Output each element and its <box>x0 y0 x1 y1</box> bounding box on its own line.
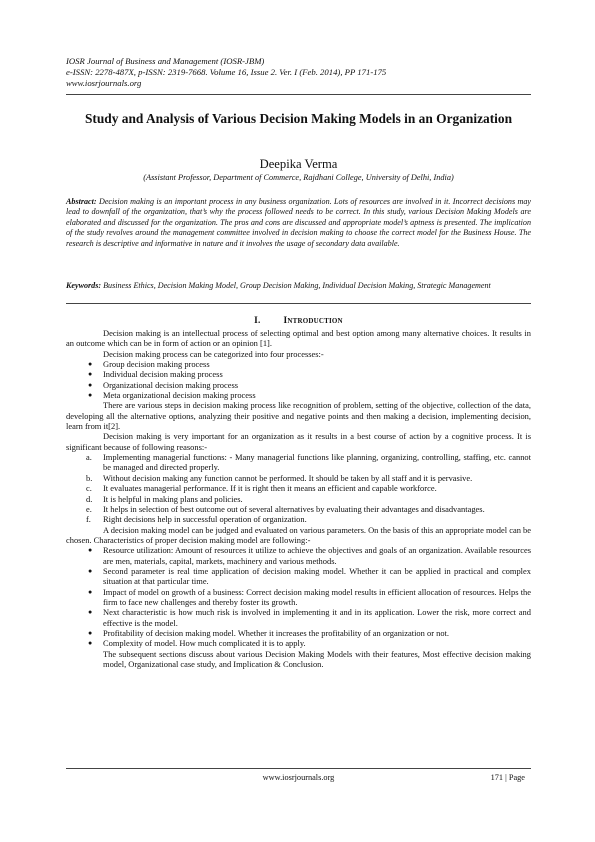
abstract-label: Abstract: <box>66 197 97 206</box>
journal-url: www.iosrjournals.org <box>66 78 142 89</box>
paragraph-2: Decision making process can be categorized into four processes:- <box>103 348 324 359</box>
bullet-icon: ● <box>88 380 93 389</box>
bullet-icon: ● <box>88 639 93 648</box>
bullet-icon: ● <box>88 360 93 369</box>
abstract <box>66 197 531 249</box>
paper-title: Study and Analysis of Various Decision Making Models in an Organization <box>84 111 513 126</box>
bullet-icon: ● <box>88 628 93 637</box>
section-heading <box>66 316 531 326</box>
characteristics-list <box>66 545 531 648</box>
list-item: e. It helps in selection of best outcome out of several alternatives by evaluating their advantages and disadvantages. <box>86 503 485 514</box>
header-rule <box>66 94 531 95</box>
list-item: f. Right decisions help in successful operation of organization. <box>86 514 307 525</box>
paragraph-5: A decision making model can be judged and evaluated on various parameters. On the basis of this an appropriate model can be chosen. Characteristics of proper decision making model are following:- <box>66 524 531 545</box>
keywords-label: Keywords: <box>66 281 102 290</box>
list-item: ● Meta organizational decision making process <box>88 390 256 401</box>
paragraph-1: Decision making is an intellectual process of selecting optimal and best option among many alternative choices. It results in an outcome which can be in form of action or an opinion [1]. <box>66 328 531 349</box>
list-item: ● Individual decision making process <box>88 369 223 380</box>
list-item: ● Complexity of model. How much complicated it is to apply. <box>88 638 306 649</box>
author-name: Deepika Verma <box>259 157 338 171</box>
list-item: ● Next characteristic is how much risk is involved in implementing it and in its application. Lower the risk, more correct and effective is the model. <box>88 607 531 628</box>
keywords-text: Business Ethics, Decision Making Model, Group Decision Making, Individual Decision Making, Strategic Management <box>103 281 491 290</box>
bullet-icon: ● <box>88 370 93 379</box>
list-item: b. Without decision making any function cannot be performed. It should be taken by all staff and it is pervasive. <box>86 472 473 483</box>
page-footer <box>66 773 531 787</box>
paragraph-6: The subsequent sections discuss about various Decision Making Models with their features, Most effective decision making model, Organizational case study, and Implication & Conclusion. <box>103 648 531 669</box>
reasons-list <box>66 452 531 524</box>
author-affiliation: (Assistant Professor, Department of Commerce, Rajdhani College, University of Delhi, India) <box>143 173 454 182</box>
journal-header <box>66 56 536 90</box>
paragraph-4: Decision making is very important for an organization as it results in a best course of action by a cognitive process. It is significant because of following reasons:- <box>66 431 531 452</box>
bullet-icon: ● <box>88 608 93 617</box>
section-number: I. <box>254 316 261 326</box>
list-item: ● Profitability of decision making model. Whether it increases the profitability of an organization or not. <box>88 627 450 638</box>
bullet-icon: ● <box>88 566 93 575</box>
abstract-rule <box>66 303 531 304</box>
paragraph-3: There are various steps in decision making process like recognition of problem, setting of the objective, collection of the data, developing all the alternative options, analyzing their positive and negative points and then making a decision, implementing decision, learn from it[2]. <box>66 400 531 432</box>
list-item: d. It is helpful in making plans and policies. <box>86 493 243 504</box>
bullet-icon: ● <box>88 391 93 400</box>
bullet-icon: ● <box>88 546 93 555</box>
page-number: 171 | Page <box>490 773 525 782</box>
body-text <box>66 328 531 669</box>
bullet-icon: ● <box>88 587 93 596</box>
journal-issn: e-ISSN: 2278-487X, p-ISSN: 2319-7668. Volume 16, Issue 2. Ver. I (Feb. 2014), PP 171-175 <box>66 67 387 78</box>
abstract-text: Decision making is an important process in any business organization. Lots of resources are involved in it. Incorrect decisions may lead to downfall of the organization, that’s why the process followed needs to be correct. In this study, various Decision Making Models are elaborated and discussed for the organization. The pros and cons are discussed and appropriate model’s aptness is presented. The implication of the study revolves around the management committee involved in decision making to choose the correct model for the Business House. The research is descriptive and informative in nature and it involves the usage of secondary data available. <box>66 197 531 248</box>
list-item: ● Resource utilization: Amount of resources it utilize to achieve the objectives and goals of an organization. Available resources are men, materials, capital, markets, machinery and various methods. <box>88 545 531 566</box>
list-item: ● Organizational decision making process <box>88 379 239 390</box>
list-item: ● Second parameter is real time application of decision making model. Whether it can be applied in practical and complex situation at that particular time. <box>88 565 531 587</box>
section-title: Introduction <box>283 316 343 326</box>
process-list <box>66 359 531 400</box>
list-item: c. It evaluates managerial performance. If it is right then it means an efficient and capable workforce. <box>86 483 437 494</box>
list-item: a. Implementing managerial functions: - Many managerial functions like planning, organizing, controlling, staffing, etc. cannot be managed and directed properly. <box>86 452 531 473</box>
keywords <box>66 281 531 291</box>
journal-name: IOSR Journal of Business and Management (IOSR-JBM) <box>66 56 265 66</box>
list-item: ● Group decision making process <box>88 359 210 370</box>
footer-url: www.iosrjournals.org <box>262 773 335 782</box>
footer-rule <box>66 768 531 769</box>
list-item: ● Impact of model on growth of a business: Correct decision making model results in efficient allocation of resources. Helps the firm to face new challenges and thereby foster its growth. <box>88 586 531 607</box>
